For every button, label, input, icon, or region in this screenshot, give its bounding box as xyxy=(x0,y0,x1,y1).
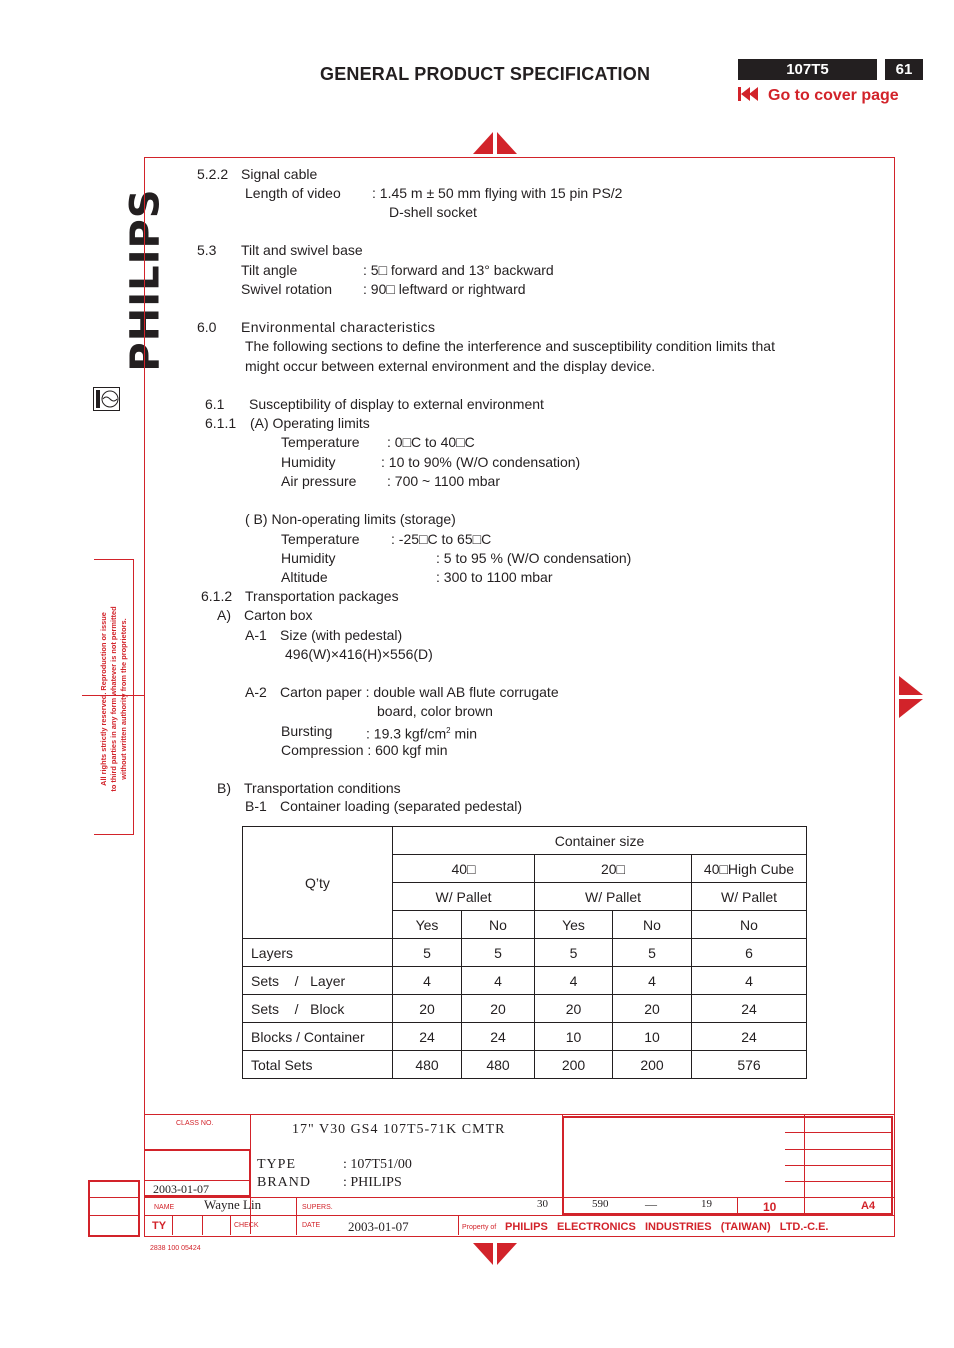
spec-label: Bursting xyxy=(281,723,333,739)
section-title: Environmental characteristics xyxy=(241,319,436,335)
tb-rule xyxy=(296,1197,297,1235)
item-title: Carton paper : double wall AB flute corrugate xyxy=(280,684,559,700)
section-number: 5.2.2 xyxy=(197,166,229,182)
spec-value: : 90□ leftward or rightward xyxy=(363,281,526,297)
no-header: No xyxy=(613,911,692,939)
tb-rule xyxy=(172,1215,173,1235)
type-value: : 107T51/00 xyxy=(343,1157,412,1172)
paragraph-line: might occur between external environment and the display device. xyxy=(245,358,656,374)
table-cell: 10 xyxy=(613,1023,692,1051)
class-no-label: CLASS NO. xyxy=(176,1120,214,1127)
spec-label: Humidity xyxy=(281,454,336,470)
tb-rule xyxy=(230,1215,231,1235)
spec-label: Temperature xyxy=(281,434,360,450)
company-name: PHILIPS ELECTRONICS INDUSTRIES (TAIWAN) LTD.-C.E. xyxy=(505,1221,829,1233)
paragraph-line: The following sections to define the interference and susceptibility condition limits that xyxy=(245,338,775,354)
rights-notice xyxy=(99,559,129,839)
section-title: Transportation packages xyxy=(245,588,399,604)
table-cell: 20 xyxy=(535,995,613,1023)
item-label: A) xyxy=(217,607,231,623)
product-name: 17" V30 GS4 107T5-71K CMTR xyxy=(292,1122,506,1137)
section-number: 6.1.2 xyxy=(201,588,233,604)
spec-value: board, color brown xyxy=(377,703,493,719)
item-title: Container loading (separated pedestal) xyxy=(280,798,523,814)
table-cell: 20 xyxy=(462,995,535,1023)
yes-header: Yes xyxy=(393,911,462,939)
pallet-header: W/ Pallet xyxy=(692,883,807,911)
table-row xyxy=(243,1051,807,1079)
table-cell: 4 xyxy=(462,967,535,995)
table-row xyxy=(243,995,807,1023)
previous-page-icon[interactable] xyxy=(473,132,517,154)
qty-header: Q’ty xyxy=(243,827,393,939)
spec-value: : -25□C to 65□C xyxy=(391,531,492,547)
form-code: 2838 100 05424 xyxy=(150,1245,201,1252)
skip-back-icon xyxy=(738,86,760,102)
paper-size: A4 xyxy=(861,1200,876,1212)
spec-label: Air pressure xyxy=(281,473,357,489)
document-title: GENERAL PRODUCT SPECIFICATION xyxy=(320,64,651,84)
spec-value: 496(W)×416(H)×556(D) xyxy=(285,646,433,662)
date-label: DATE xyxy=(302,1222,321,1229)
spec-label: Altitude xyxy=(281,569,328,585)
pallet-header: W/ Pallet xyxy=(393,883,535,911)
code-19: 19 xyxy=(701,1198,712,1210)
pallet-header: W/ Pallet xyxy=(535,883,692,911)
rights-line-3: without written authority from the proprietors. xyxy=(119,618,128,780)
spec-value: : 5□ forward and 13° backward xyxy=(363,262,554,278)
spec-label: Length of video xyxy=(245,185,341,201)
brand-label: BRAND xyxy=(257,1175,312,1190)
burst-superscript: 2 xyxy=(446,726,451,735)
ty-label: TY xyxy=(152,1220,167,1232)
name-label: NAME xyxy=(154,1204,175,1211)
issue-date: 2003-01-07 xyxy=(153,1182,209,1196)
code-590: 590 xyxy=(592,1198,609,1210)
container-20-header: 20□ xyxy=(535,855,692,883)
container-40-header: 40□ xyxy=(393,855,535,883)
spec-value: : 300 to 1100 mbar xyxy=(436,569,553,585)
table-cell: 24 xyxy=(462,1023,535,1051)
item-title: Carton box xyxy=(244,607,313,623)
rights-line-2: to third parties in any form whatever is not permitted xyxy=(109,606,118,792)
code-dash: — xyxy=(645,1197,657,1211)
row-label: Total Sets xyxy=(243,1051,393,1079)
tb-rule xyxy=(458,1215,459,1235)
tb-rule xyxy=(202,1215,203,1235)
table-cell: 576 xyxy=(692,1051,807,1079)
table-cell: 24 xyxy=(393,1023,462,1051)
rights-line-1: All rights strictly reserved. Reproduction or issue xyxy=(99,612,108,786)
table-cell: 5 xyxy=(613,939,692,967)
row-label: Layers xyxy=(243,939,393,967)
brand-value: : PHILIPS xyxy=(343,1175,402,1190)
table-cell: 5 xyxy=(535,939,613,967)
burst-value: : 19.3 kgf/cm xyxy=(366,725,447,742)
tb-rule xyxy=(144,1114,895,1115)
page-number-badge: 61 xyxy=(885,59,923,80)
table-row xyxy=(243,967,807,995)
next-page-icon[interactable] xyxy=(899,676,923,718)
yes-header: Yes xyxy=(535,911,613,939)
burst-unit: min xyxy=(450,725,478,742)
table-header-row xyxy=(243,827,807,855)
table-cell: 24 xyxy=(692,1023,807,1051)
table-cell: 10 xyxy=(535,1023,613,1051)
table-cell: 4 xyxy=(535,967,613,995)
table-cell: 20 xyxy=(393,995,462,1023)
item-label: B-1 xyxy=(245,798,267,814)
row-label: Sets / Layer xyxy=(243,967,393,995)
table-cell: 24 xyxy=(692,995,807,1023)
check-label: CHECK xyxy=(234,1222,259,1229)
tb-rule xyxy=(88,1197,140,1198)
spec-label: Swivel rotation xyxy=(241,281,333,297)
section-number: 6.1 xyxy=(205,396,225,412)
table-cell: 4 xyxy=(692,967,807,995)
item-label: A-1 xyxy=(245,627,267,643)
table-cell: 20 xyxy=(613,995,692,1023)
spec-label: Temperature xyxy=(281,531,360,547)
spec-value: Compression : 600 kgf min xyxy=(281,742,448,758)
spec-value: : 10 to 90% (W/O condensation) xyxy=(381,454,581,470)
tb-rule xyxy=(88,1215,140,1216)
container-loading-table xyxy=(242,826,807,1079)
property-of-label: Property of xyxy=(462,1224,497,1231)
revision-box xyxy=(562,1116,893,1215)
go-to-cover-label: Go to cover page xyxy=(768,87,899,104)
table-cell: 5 xyxy=(462,939,535,967)
sheet-number: 10 xyxy=(763,1200,777,1214)
date-value: 2003-01-07 xyxy=(348,1219,409,1234)
spec-value: : 1.45 m ± 50 mm flying with 15 pin PS/2 xyxy=(372,185,623,201)
side-box xyxy=(88,1180,140,1237)
row-label: Sets / Block xyxy=(243,995,393,1023)
spec-label: Tilt angle xyxy=(241,262,298,278)
type-label: TYPE xyxy=(257,1157,296,1172)
item-title: Transportation conditions xyxy=(244,780,401,796)
table-cell: 4 xyxy=(613,967,692,995)
table-cell: 200 xyxy=(613,1051,692,1079)
table-cell: 480 xyxy=(462,1051,535,1079)
table-cell: 6 xyxy=(692,939,807,967)
container-40hc-header: 40□High Cube xyxy=(692,855,807,883)
item-label: A-2 xyxy=(245,684,267,700)
spec-value: : 5 to 95 % (W/O condensation) xyxy=(436,550,632,566)
section-title: (A) Operating limits xyxy=(250,415,370,431)
table-cell: 4 xyxy=(393,967,462,995)
spec-value: : 700 ~ 1100 mbar xyxy=(387,473,500,489)
philips-wordmark: PHILIPS xyxy=(122,188,169,372)
item-label: B) xyxy=(217,780,231,796)
go-to-cover-link[interactable] xyxy=(738,86,899,105)
section-number: 6.0 xyxy=(197,319,217,335)
supers-label: SUPERS. xyxy=(302,1204,333,1211)
philips-shield-icon xyxy=(93,387,120,411)
author-name: Wayne Lin xyxy=(204,1197,262,1212)
section-number: 6.1.1 xyxy=(205,415,237,431)
spec-value: D-shell socket xyxy=(389,204,477,220)
item-title: Size (with pedestal) xyxy=(280,627,403,643)
table-row xyxy=(243,1023,807,1051)
section-number: 5.3 xyxy=(197,242,217,258)
no-header: No xyxy=(692,911,807,939)
row-label: Blocks / Container xyxy=(243,1023,393,1051)
no-header: No xyxy=(462,911,535,939)
spec-label: Humidity xyxy=(281,550,336,566)
spec-value xyxy=(366,723,477,742)
section-title: Signal cable xyxy=(241,166,318,182)
table-cell: 5 xyxy=(393,939,462,967)
tb-rule xyxy=(144,1215,895,1216)
section-title: ( B) Non-operating limits (storage) xyxy=(245,511,456,527)
container-size-header: Container size xyxy=(393,827,807,855)
table-row xyxy=(243,939,807,967)
table-cell: 480 xyxy=(393,1051,462,1079)
section-title: Tilt and swivel base xyxy=(241,242,363,258)
table-cell: 200 xyxy=(535,1051,613,1079)
code-30: 30 xyxy=(537,1198,548,1210)
page-down-icon[interactable] xyxy=(473,1243,517,1265)
section-title: Susceptibility of display to external environment xyxy=(249,396,544,412)
spec-value: : 0□C to 40□C xyxy=(387,434,475,450)
model-badge: 107T5 xyxy=(738,59,877,80)
